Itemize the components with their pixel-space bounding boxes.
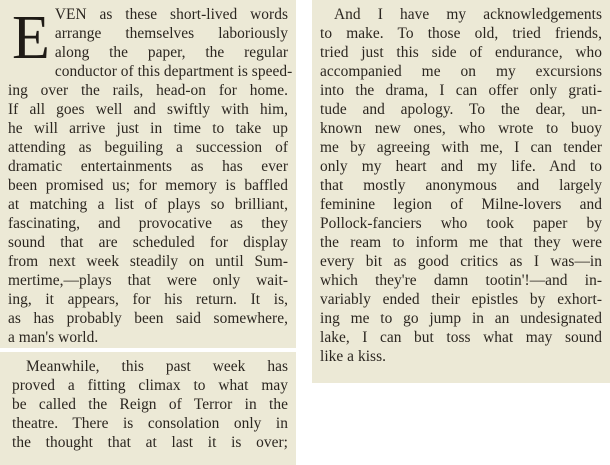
- right-column-clipping: [312, 0, 610, 383]
- text-line: a man's world.: [8, 329, 99, 346]
- text-line: like a kiss.: [320, 348, 387, 365]
- text-line: arrange themselves laboriously: [54, 25, 288, 42]
- text-line: mertime,—plays that were only wait-: [8, 272, 288, 289]
- text-line: tried just this side of endurance, who: [320, 44, 602, 61]
- text-line: Pollock-fanciers who took paper by: [320, 215, 602, 232]
- text-line: conductor of this department is speed-: [54, 63, 293, 80]
- text-line: ing over the rails, head-on for home.: [8, 82, 288, 99]
- text-line: at matching a list of plays so brilliant,: [8, 196, 288, 213]
- text-line: attending as beguiling a succession of: [8, 139, 288, 156]
- text-line: And I have my acknowledgements: [334, 6, 602, 23]
- text-line: ing me to go jump in an undesignated: [320, 310, 602, 327]
- text-line: ing, it appears, for his return. It is,: [8, 291, 288, 308]
- text-line: If all goes well and swiftly with him,: [8, 101, 288, 118]
- left-column-bottom-clipping: [0, 352, 296, 465]
- text-line: lake, I can but toss what may sound: [320, 329, 602, 346]
- text-line: only my heart and my life. And to: [320, 158, 602, 175]
- drop-cap: E: [12, 4, 50, 72]
- text-line: dramatic entertainments as has ever: [8, 158, 288, 175]
- text-line: he will arrive just in time to take up: [8, 120, 288, 137]
- text-line: be called the Reign of Terror in the: [12, 396, 288, 413]
- text-line: every bit as good critics as I was—in: [320, 253, 602, 270]
- text-line: into the drama, I can offer only grati-: [320, 82, 602, 99]
- text-line: from next week steadily on until Sum-: [8, 253, 288, 270]
- text-line: that mostly anonymous and largely: [320, 177, 602, 194]
- text-line: the thought that at last it is over;: [12, 434, 288, 451]
- text-line: theatre. There is consolation only in: [12, 415, 288, 432]
- text-line: been promised us; for memory is baffled: [8, 177, 288, 194]
- text-line: along the paper, the regular: [54, 44, 288, 61]
- text-line: which they're damn tootin'!—and in-: [320, 272, 602, 289]
- text-line: as has probably been said somewhere,: [8, 310, 288, 327]
- text-line: known new ones, who wrote to buoy: [320, 120, 602, 137]
- text-line: VEN as these short-lived words: [54, 6, 288, 23]
- text-line: proved a fitting climax to what may: [12, 377, 288, 394]
- text-line: to make. To those old, tried friends,: [320, 25, 602, 42]
- text-line: accompanied me on my excursions: [320, 63, 602, 80]
- text-line: me by agreeing with me, I can tender: [320, 139, 602, 156]
- left-column-top-clipping: [0, 0, 296, 348]
- text-line: sound that are scheduled for display: [8, 234, 288, 251]
- text-line: Meanwhile, this past week has: [26, 358, 288, 375]
- text-line: variably ended their epistles by exhort-: [320, 291, 602, 308]
- text-line: the ream to inform me that they were: [320, 234, 602, 251]
- text-line: feminine legion of Milne-lovers and: [320, 196, 602, 213]
- text-line: tude and apology. To the dear, un-: [320, 101, 602, 118]
- text-line: fascinating, and provocative as they: [8, 215, 288, 232]
